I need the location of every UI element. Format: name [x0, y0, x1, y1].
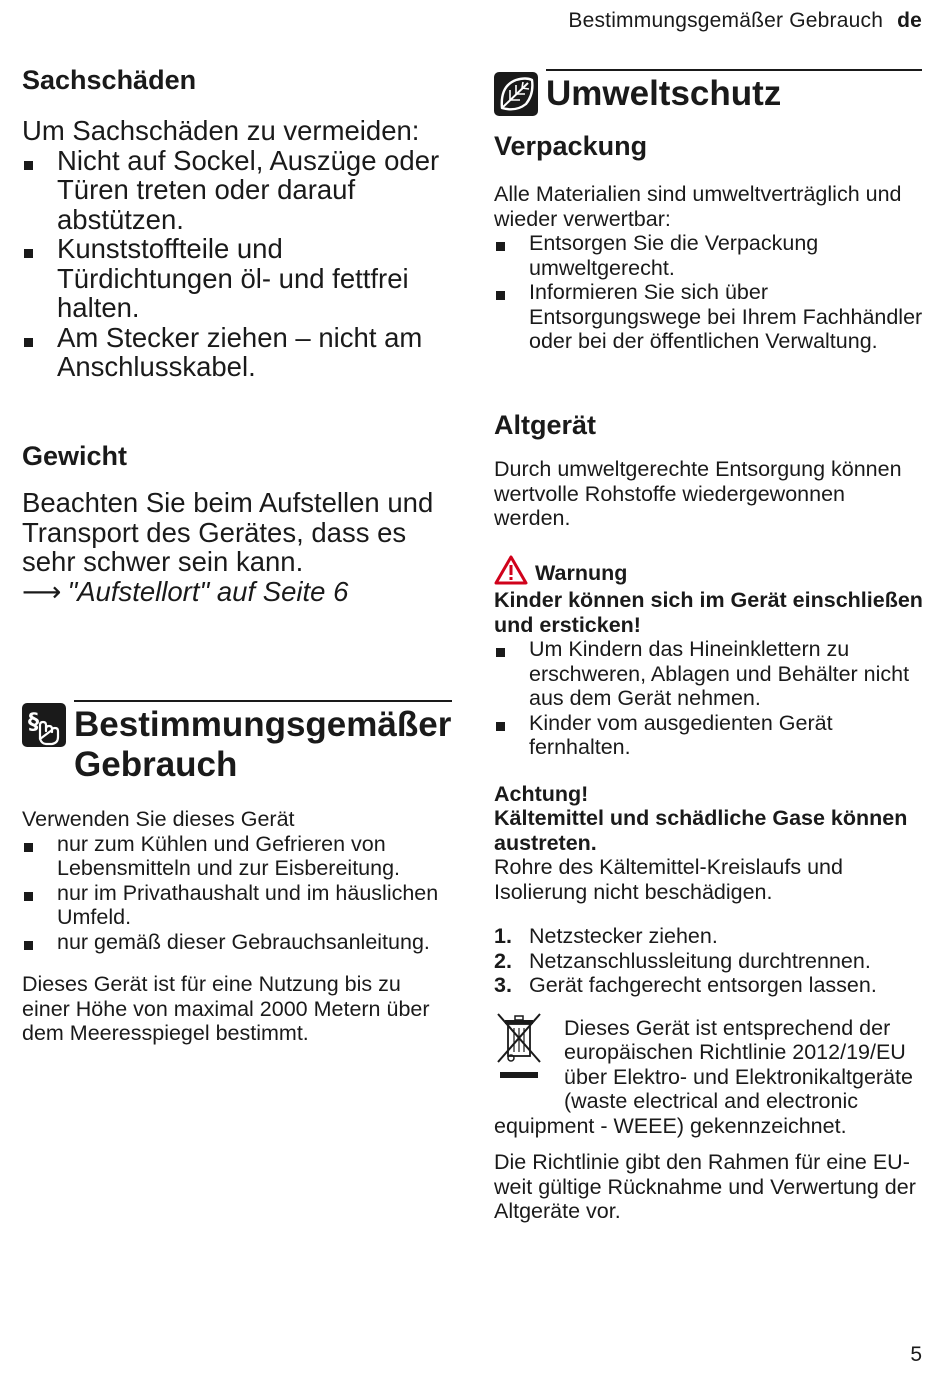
weee-block [494, 1016, 924, 1139]
section-sachschaeden [22, 64, 452, 382]
gewicht-body: Beachten Sie beim Aufstellen und Transport des Gerätes, dass es sehr schwer sein kann. [22, 487, 434, 577]
section-hand-icon [22, 703, 66, 747]
step-item [494, 924, 924, 949]
sachschaeden-list [22, 146, 452, 382]
title-line: Bestimmungsgemäßer [74, 705, 452, 744]
verpackung-list [494, 231, 924, 354]
list-item: Kunststoffteile und Türdichtungen öl- und fettfrei halten. [22, 234, 452, 323]
header-title: Bestimmungsgemäßer Gebrauch [568, 9, 884, 32]
crossed-bin-icon [494, 1012, 550, 1090]
list-item: Nicht auf Sockel, Auszüge oder Türen treten oder darauf abstützen. [22, 146, 452, 235]
step-item [494, 949, 924, 974]
step-number: 3. [494, 973, 512, 997]
warning-list [494, 637, 924, 760]
list-item: nur zum Kühlen und Gefrieren von Lebensmitteln und zur Eisbereitung. [22, 832, 452, 881]
list-item: Entsorgen Sie die Verpackung umweltgerecht. [494, 231, 924, 280]
heading-verpackung: Verpackung [494, 131, 648, 161]
verpackung-intro: Alle Materialien sind umweltverträglich und wieder verwertbar: [494, 182, 902, 231]
caution-label: Achtung! [494, 781, 589, 806]
svg-text:§: § [28, 710, 39, 735]
caution-headline: Kältemittel und schädliche Gase können austreten. [494, 806, 908, 855]
section-rule [74, 700, 452, 702]
step-number: 1. [494, 924, 512, 948]
arrow-right-icon: ⟶ [22, 575, 62, 607]
section-altgeraet [494, 409, 924, 531]
bestimmung-note: Dieses Gerät ist für eine Nutzung bis zu einer Höhe von maximal 2000 Metern über dem Meeresspiegel bestimmt. [22, 972, 430, 1045]
list-item: Informieren Sie sich über Entsorgungswege bei Ihrem Fachhändler oder bei der öffentlichen Verwaltung. [494, 280, 924, 354]
section-title-umweltschutz: Umweltschutz [546, 74, 782, 113]
title-line: Gebrauch [74, 745, 238, 784]
altgeraet-text: Durch umweltgerechte Entsorgung können wertvolle Rohstoffe wiedergewonnen werden. [494, 457, 902, 530]
running-header [568, 9, 922, 33]
caution-text: Rohre des Kältemittel-Kreislaufs und Isolierung nicht beschädigen. [494, 855, 843, 904]
list-item: nur im Privathaushalt und im häuslichen Umfeld. [22, 881, 452, 930]
step-text: Netzanschlussleitung durchtrennen. [529, 948, 871, 973]
warning-label: Warnung [535, 560, 628, 585]
section-title-bestimmung [74, 705, 451, 785]
cross-reference-link[interactable] [22, 576, 348, 607]
step-item [494, 973, 924, 998]
warning-label-row [494, 555, 924, 585]
step-number: 2. [494, 948, 512, 973]
bestimmung-body [22, 807, 452, 1046]
sachschaeden-intro: Um Sachschäden zu vermeiden: [22, 115, 420, 146]
disposal-steps [494, 924, 924, 998]
section-gewicht [22, 440, 452, 606]
heading-altgeraet: Altgerät [494, 410, 597, 440]
heading-sachschaeden: Sachschäden [22, 65, 197, 95]
warning-triangle-icon [494, 555, 528, 585]
language-code: de [897, 9, 922, 32]
leaf-icon [494, 72, 538, 116]
weee-text: Dieses Gerät ist entsprechend der europäischen Richtlinie 2012/19/EU über Elektro- und Elektronikaltgeräte (waste electrical and electronic equipment - WEEE) gekennzeichnet. [494, 1015, 913, 1138]
step-text: Netzstecker ziehen. [529, 924, 718, 948]
section-verpackung [494, 130, 924, 354]
list-item: nur gemäß dieser Gebrauchsanleitung. [22, 930, 452, 955]
closing-text: Die Richtlinie gibt den Rahmen für eine EU-weit gültige Rücknahme und Verwertung der Altgeräte vor. [494, 1150, 916, 1223]
list-item: Am Stecker ziehen – nicht am Anschlusskabel. [22, 323, 452, 382]
list-item: Um Kindern das Hineinklettern zu erschweren, Ablagen und Behälter nicht aus dem Gerät nehmen. [494, 637, 924, 711]
cross-reference-text: "Aufstellort" auf Seite 6 [67, 575, 349, 607]
page-number: 5 [910, 1343, 922, 1366]
list-item: Kinder vom ausgedienten Gerät fernhalten. [494, 711, 924, 760]
step-text: Gerät fachgerecht entsorgen lassen. [529, 973, 877, 997]
warning-headline: Kinder können sich im Gerät einschließen und ersticken! [494, 588, 923, 637]
section-rule [546, 69, 922, 71]
gewicht-text [22, 488, 452, 606]
warning-block [494, 555, 924, 1224]
bestimmung-intro: Verwenden Sie dieses Gerät [22, 807, 295, 831]
heading-gewicht: Gewicht [22, 441, 128, 471]
bestimmung-list [22, 832, 452, 955]
